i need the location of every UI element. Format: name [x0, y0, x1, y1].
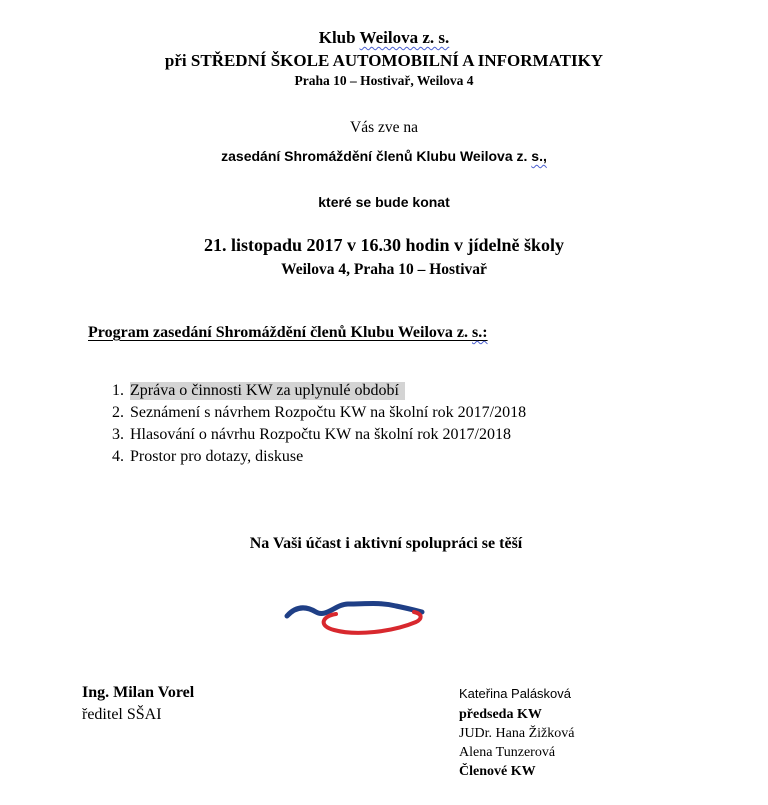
- agenda-number: 4.: [112, 448, 124, 465]
- right-signatory-title-1: předseda KW: [459, 707, 542, 722]
- right-signatory-title-2: Členové KW: [459, 764, 536, 779]
- closing-text: Na Vaši účast i aktivní spolupráci se těší: [249, 535, 523, 552]
- club-name: Klub Weilova z. s.: [318, 28, 450, 47]
- right-signatory-name-1: Kateřina Palásková: [459, 686, 572, 701]
- agenda-text: Zpráva o činnosti KW za uplynulé období: [130, 382, 405, 400]
- logo-swoosh: [324, 612, 421, 633]
- agenda-number: 2.: [112, 404, 124, 421]
- agenda-number: 1.: [112, 382, 124, 399]
- left-signatory-title: ředitel SŠAI: [82, 706, 162, 723]
- right-signatory-name-2: JUDr. Hana Žižková: [459, 726, 575, 741]
- agenda-text: Prostor pro dotazy, diskuse: [130, 448, 304, 465]
- school-line: při STŘEDNÍ ŠKOLE AUTOMOBILNÍ A INFORMATIKY: [164, 51, 604, 70]
- invites-text: Vás zve na: [350, 119, 418, 136]
- program-heading: Program zasedání Shromáždění členů Klubu Weilova z. s.:: [88, 324, 488, 341]
- agenda-number: 3.: [112, 426, 124, 443]
- agenda-text: Hlasování o návrhu Rozpočtu KW na školní rok 2017/2018: [130, 426, 511, 443]
- address-line: Praha 10 – Hostivař, Weilova 4: [294, 73, 474, 88]
- club-name-main: Weilova z. s.: [359, 28, 450, 47]
- club-logo: [284, 592, 426, 638]
- meeting-address: Weilova 4, Praha 10 – Hostivař: [281, 261, 487, 278]
- agenda-text: Seznámení s návrhem Rozpočtu KW na školní rok 2017/2018: [130, 404, 527, 421]
- will-be-held-text: které se bude konat: [318, 194, 450, 210]
- logo-wave: [287, 604, 422, 617]
- right-signatory-name-3: Alena Tunzerová: [459, 745, 556, 760]
- meeting-date-place: 21. listopadu 2017 v 16.30 hodin v jídelně školy: [203, 235, 565, 255]
- left-signatory-name: Ing. Milan Vorel: [82, 684, 195, 701]
- meeting-title: zasedání Shromáždění členů Klubu Weilova z. s.,: [221, 148, 547, 164]
